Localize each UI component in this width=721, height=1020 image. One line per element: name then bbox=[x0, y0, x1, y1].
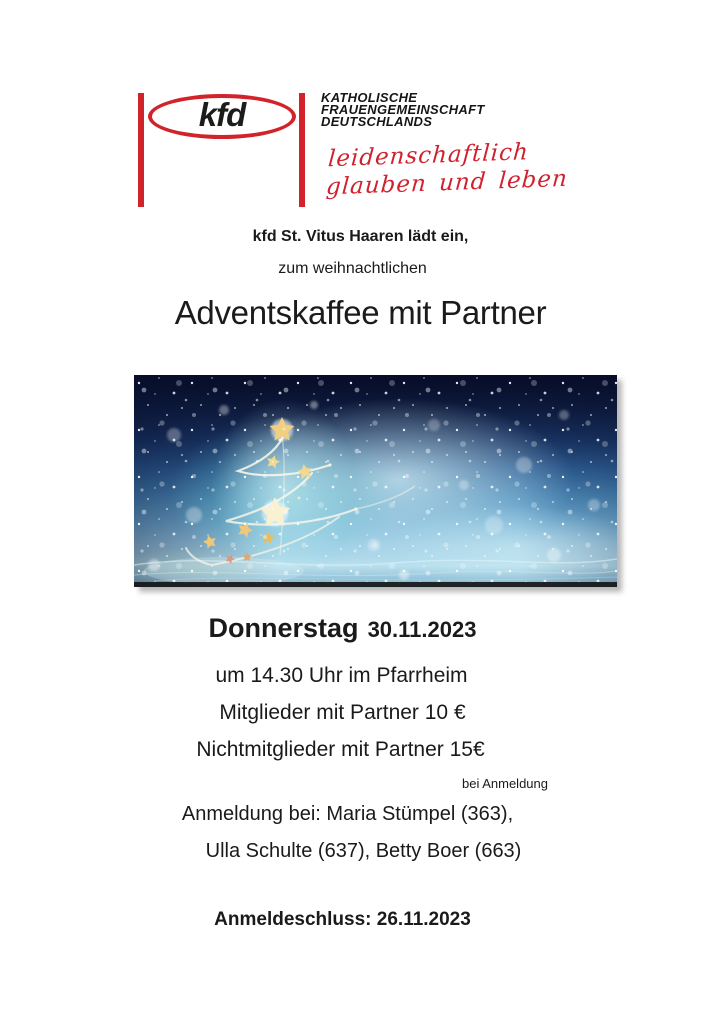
occasion-line: zum weihnachtlichen bbox=[278, 260, 427, 277]
time-place-line: um 14.30 Uhr im Pfarrheim bbox=[215, 664, 468, 687]
price-note: bei Anmeldung bbox=[461, 776, 548, 791]
date-line bbox=[0, 613, 703, 644]
kfd-oval-badge bbox=[148, 94, 296, 139]
registration-line2: Ulla Schulte (637), Betty Boer (663) bbox=[205, 840, 522, 862]
invite-line: kfd St. Vitus Haaren lädt ein, bbox=[252, 228, 469, 245]
photo-bottom-edge bbox=[134, 582, 617, 587]
org-name-line3: DEUTSCHLANDS bbox=[321, 113, 433, 129]
org-name bbox=[321, 92, 485, 127]
kfd-acronym: kfd bbox=[198, 95, 246, 133]
slogan-line2: glauben und leben bbox=[325, 165, 569, 201]
christmas-photo-illustration bbox=[134, 375, 617, 587]
org-name-line1: KATHOLISCHE bbox=[321, 90, 418, 105]
price-members-line: Mitglieder mit Partner 10 € bbox=[219, 701, 466, 724]
weekday-label: Donnerstag bbox=[208, 613, 359, 643]
event-title: Adventskaffee mit Partner bbox=[174, 294, 547, 331]
org-slogan-script bbox=[325, 137, 571, 202]
christmas-photo bbox=[134, 375, 617, 587]
slogan-line1: leidenschaftlich bbox=[327, 139, 530, 173]
snowfall-large bbox=[134, 375, 617, 587]
logo-right-bar bbox=[299, 93, 305, 207]
date-value: 30.11.2023 bbox=[367, 617, 477, 642]
registration-deadline: Anmeldeschluss: 26.11.2023 bbox=[214, 909, 471, 930]
logo-left-bar bbox=[138, 93, 144, 207]
registration-line1: Anmeldung bei: Maria Stümpel (363), bbox=[181, 803, 514, 825]
price-nonmembers-line: Nichtmitglieder mit Partner 15€ bbox=[196, 738, 485, 761]
org-name-line2: FRAUENGEMEINSCHAFT bbox=[321, 101, 485, 117]
